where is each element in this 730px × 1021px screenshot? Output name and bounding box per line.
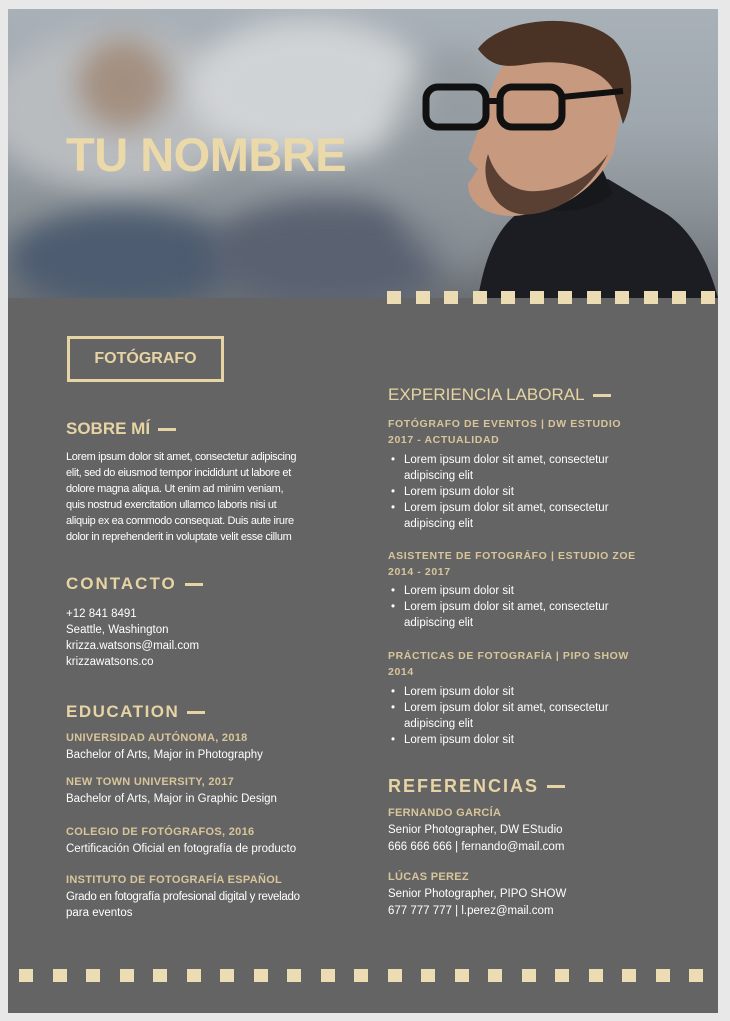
decor-square bbox=[615, 291, 629, 304]
decor-square bbox=[254, 969, 268, 982]
decor-square bbox=[530, 291, 544, 304]
job-title: ASISTENTE DE FOTOGRÁFO | ESTUDIO ZOE 2014 - 2017 bbox=[388, 550, 636, 578]
bottom-square-strip bbox=[19, 969, 703, 982]
references-title: REFERENCIAS bbox=[388, 776, 565, 797]
contact-website: krizzawatsons.co bbox=[66, 656, 154, 668]
bullet-item: • Lorem ipsum dolor sit bbox=[388, 684, 708, 700]
decor-square bbox=[473, 291, 487, 304]
decor-square bbox=[444, 291, 458, 304]
title-dash bbox=[593, 394, 611, 397]
decor-square bbox=[587, 291, 601, 304]
decor-square bbox=[622, 969, 636, 982]
reference-contact: 666 666 666 | fernando@mail.com bbox=[388, 841, 565, 853]
job-bullets bbox=[388, 452, 708, 532]
decor-square bbox=[656, 969, 670, 982]
education-school: NEW TOWN UNIVERSITY, 2017 bbox=[66, 776, 235, 788]
contact-phone: +12 841 8491 bbox=[66, 608, 137, 620]
reference-name: LÚCAS PEREZ bbox=[388, 871, 469, 883]
bullet-item: • Lorem ipsum dolor sit bbox=[388, 732, 708, 748]
about-paragraph: Lorem ipsum dolor sit amet, consectetur adipiscing elit, sed do eiusmod tempor incididunt ut labore et dolore magna aliqua. Ut enim ad minim veniam, quis nostrud exercitation ullamco laboris nisi ut aliquip ex ea commodo consequat. Duis aute irure dolor in reprehenderit in voluptate velit esse cillum bbox=[66, 451, 297, 543]
reference-role: Senior Photographer, DW EStudio bbox=[388, 824, 563, 836]
education-degree: Bachelor of Arts, Major in Photography bbox=[66, 749, 263, 761]
decor-square bbox=[187, 969, 201, 982]
decor-square bbox=[86, 969, 100, 982]
decor-square bbox=[421, 969, 435, 982]
reference-role: Senior Photographer, PIPO SHOW bbox=[388, 888, 567, 900]
about-title: SOBRE MÍ bbox=[66, 419, 176, 439]
education-degree: Certificación Oficial en fotografía de producto bbox=[66, 843, 297, 855]
decor-square bbox=[488, 969, 502, 982]
title-dash bbox=[187, 711, 205, 714]
portrait-illustration bbox=[408, 9, 718, 298]
contact-city: Seattle, Washington bbox=[66, 624, 169, 636]
title-dash bbox=[185, 583, 203, 586]
decor-square bbox=[19, 969, 33, 982]
job-title: FOTÓGRAFO DE EVENTOS | DW ESTUDIO 2017 - ACTUALIDAD bbox=[388, 418, 622, 446]
education-degree: Grado en fotografía profesional digital y revelado bbox=[66, 891, 300, 903]
resume-page bbox=[8, 9, 718, 1013]
bullet-item: • Lorem ipsum dolor sit amet, consectetur adipiscing elit bbox=[388, 599, 708, 631]
decor-square bbox=[220, 969, 234, 982]
decor-square bbox=[388, 969, 402, 982]
job-bullets bbox=[388, 583, 708, 631]
experience-title: EXPERIENCIA LABORAL bbox=[388, 385, 611, 405]
bullet-item: • Lorem ipsum dolor sit amet, consectetur adipiscing elit bbox=[388, 700, 708, 732]
education-school: INSTITUTO DE FOTOGRAFÍA ESPAÑOL bbox=[66, 874, 283, 886]
decor-square bbox=[321, 969, 335, 982]
title-dash bbox=[547, 785, 565, 788]
candidate-name: TU NOMBRE bbox=[66, 128, 347, 181]
decor-square bbox=[354, 969, 368, 982]
reference-name: FERNANDO GARCÍA bbox=[388, 807, 502, 819]
education-school: UNIVERSIDAD AUTÓNOMA, 2018 bbox=[66, 732, 248, 744]
role-badge bbox=[67, 336, 224, 382]
decor-square bbox=[672, 291, 686, 304]
bullet-item: • Lorem ipsum dolor sit amet, consectetur adipiscing elit bbox=[388, 500, 708, 532]
decor-square bbox=[644, 291, 658, 304]
header-photo bbox=[8, 9, 718, 298]
decor-square bbox=[287, 969, 301, 982]
job-bullets bbox=[388, 684, 708, 748]
bullet-item: • Lorem ipsum dolor sit bbox=[388, 583, 708, 599]
decor-square bbox=[701, 291, 715, 304]
decor-square bbox=[555, 969, 569, 982]
decor-square bbox=[501, 291, 515, 304]
decor-square bbox=[455, 969, 469, 982]
decor-square bbox=[120, 969, 134, 982]
reference-contact: 677 777 777 | l.perez@mail.com bbox=[388, 905, 554, 917]
decor-square bbox=[153, 969, 167, 982]
decor-square bbox=[689, 969, 703, 982]
decor-square bbox=[53, 969, 67, 982]
education-degree: Bachelor of Arts, Major in Graphic Design bbox=[66, 793, 277, 805]
education-school: COLEGIO DE FOTÓGRAFOS, 2016 bbox=[66, 826, 255, 838]
education-degree: para eventos bbox=[66, 907, 133, 919]
bullet-item: • Lorem ipsum dolor sit amet, consectetur adipiscing elit bbox=[388, 452, 708, 484]
decor-square bbox=[589, 969, 603, 982]
education-title: EDUCATION bbox=[66, 702, 205, 722]
decor-square bbox=[558, 291, 572, 304]
contact-title: CONTACTO bbox=[66, 574, 203, 594]
decor-square bbox=[522, 969, 536, 982]
top-square-strip bbox=[387, 291, 715, 304]
role-text: FOTÓGRAFO bbox=[94, 350, 197, 367]
decor-square bbox=[416, 291, 430, 304]
decor-square bbox=[387, 291, 401, 304]
bullet-item: • Lorem ipsum dolor sit bbox=[388, 484, 708, 500]
contact-email: krizza.watsons@mail.com bbox=[66, 640, 200, 652]
title-dash bbox=[158, 428, 176, 431]
job-title: PRÁCTICAS DE FOTOGRAFÍA | PIPO SHOW 2014 bbox=[388, 650, 629, 678]
